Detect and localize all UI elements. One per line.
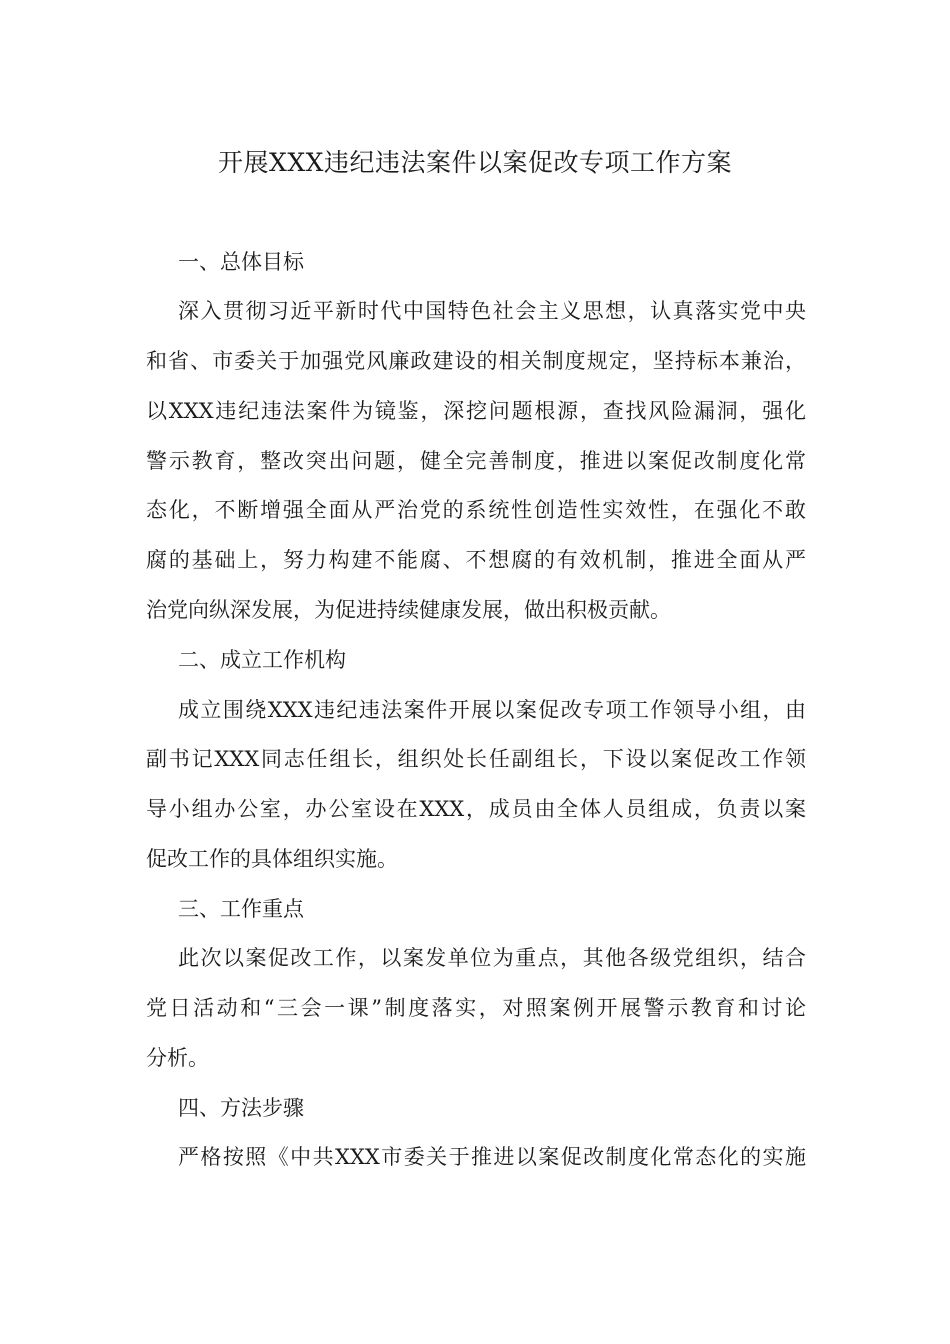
paragraph-line: 深入贯彻习近平新时代中国特色社会主义思想，认真落实党中央 (178, 299, 806, 323)
paragraph-line: 严格按照《中共XXX市委关于推进以案促改制度化常态化的实施 (178, 1145, 806, 1169)
paragraph-line: 党日活动和“三会一课”制度落实，对照案例开展警示教育和讨论 (146, 996, 806, 1020)
paragraph-line: 警示教育，整改突出问题，健全完善制度，推进以案促改制度化常 (146, 449, 806, 473)
paragraph-line: 成立围绕XXX违纪违法案件开展以案促改专项工作领导小组，由 (178, 698, 806, 722)
section-heading: 一、总体目标 (178, 250, 304, 274)
paragraph-line: 以XXX违纪违法案件为镜鉴，深挖问题根源，查找风险漏洞，强化 (146, 399, 806, 423)
paragraph-line: 腐的基础上，努力构建不能腐、不想腐的有效机制，推进全面从严 (146, 548, 806, 572)
section-heading: 二、成立工作机构 (178, 648, 346, 672)
paragraph-line: 导小组办公室，办公室设在XXX，成员由全体人员组成，负责以案 (146, 797, 806, 821)
paragraph-line: 态化，不断增强全面从严治党的系统性创造性实效性，在强化不敢 (146, 498, 806, 522)
document-title: 开展XXX违纪违法案件以案促改专项工作方案 (218, 148, 732, 177)
paragraph-line: 治党向纵深发展，为促进持续健康发展，做出积极贡献。 (146, 598, 671, 622)
section-heading: 三、工作重点 (178, 897, 304, 921)
paragraph-line: 分析。 (146, 1046, 209, 1070)
paragraph-line: 促改工作的具体组织实施。 (146, 847, 398, 871)
paragraph-line: 和省、市委关于加强党风廉政建设的相关制度规定，坚持标本兼治， (146, 349, 806, 373)
paragraph-line: 副书记XXX同志任组长，组织处长任副组长，下设以案促改工作领 (146, 747, 806, 771)
paragraph-line: 此次以案促改工作，以案发单位为重点，其他各级党组织，结合 (178, 946, 806, 970)
section-heading: 四、方法步骤 (178, 1096, 304, 1120)
